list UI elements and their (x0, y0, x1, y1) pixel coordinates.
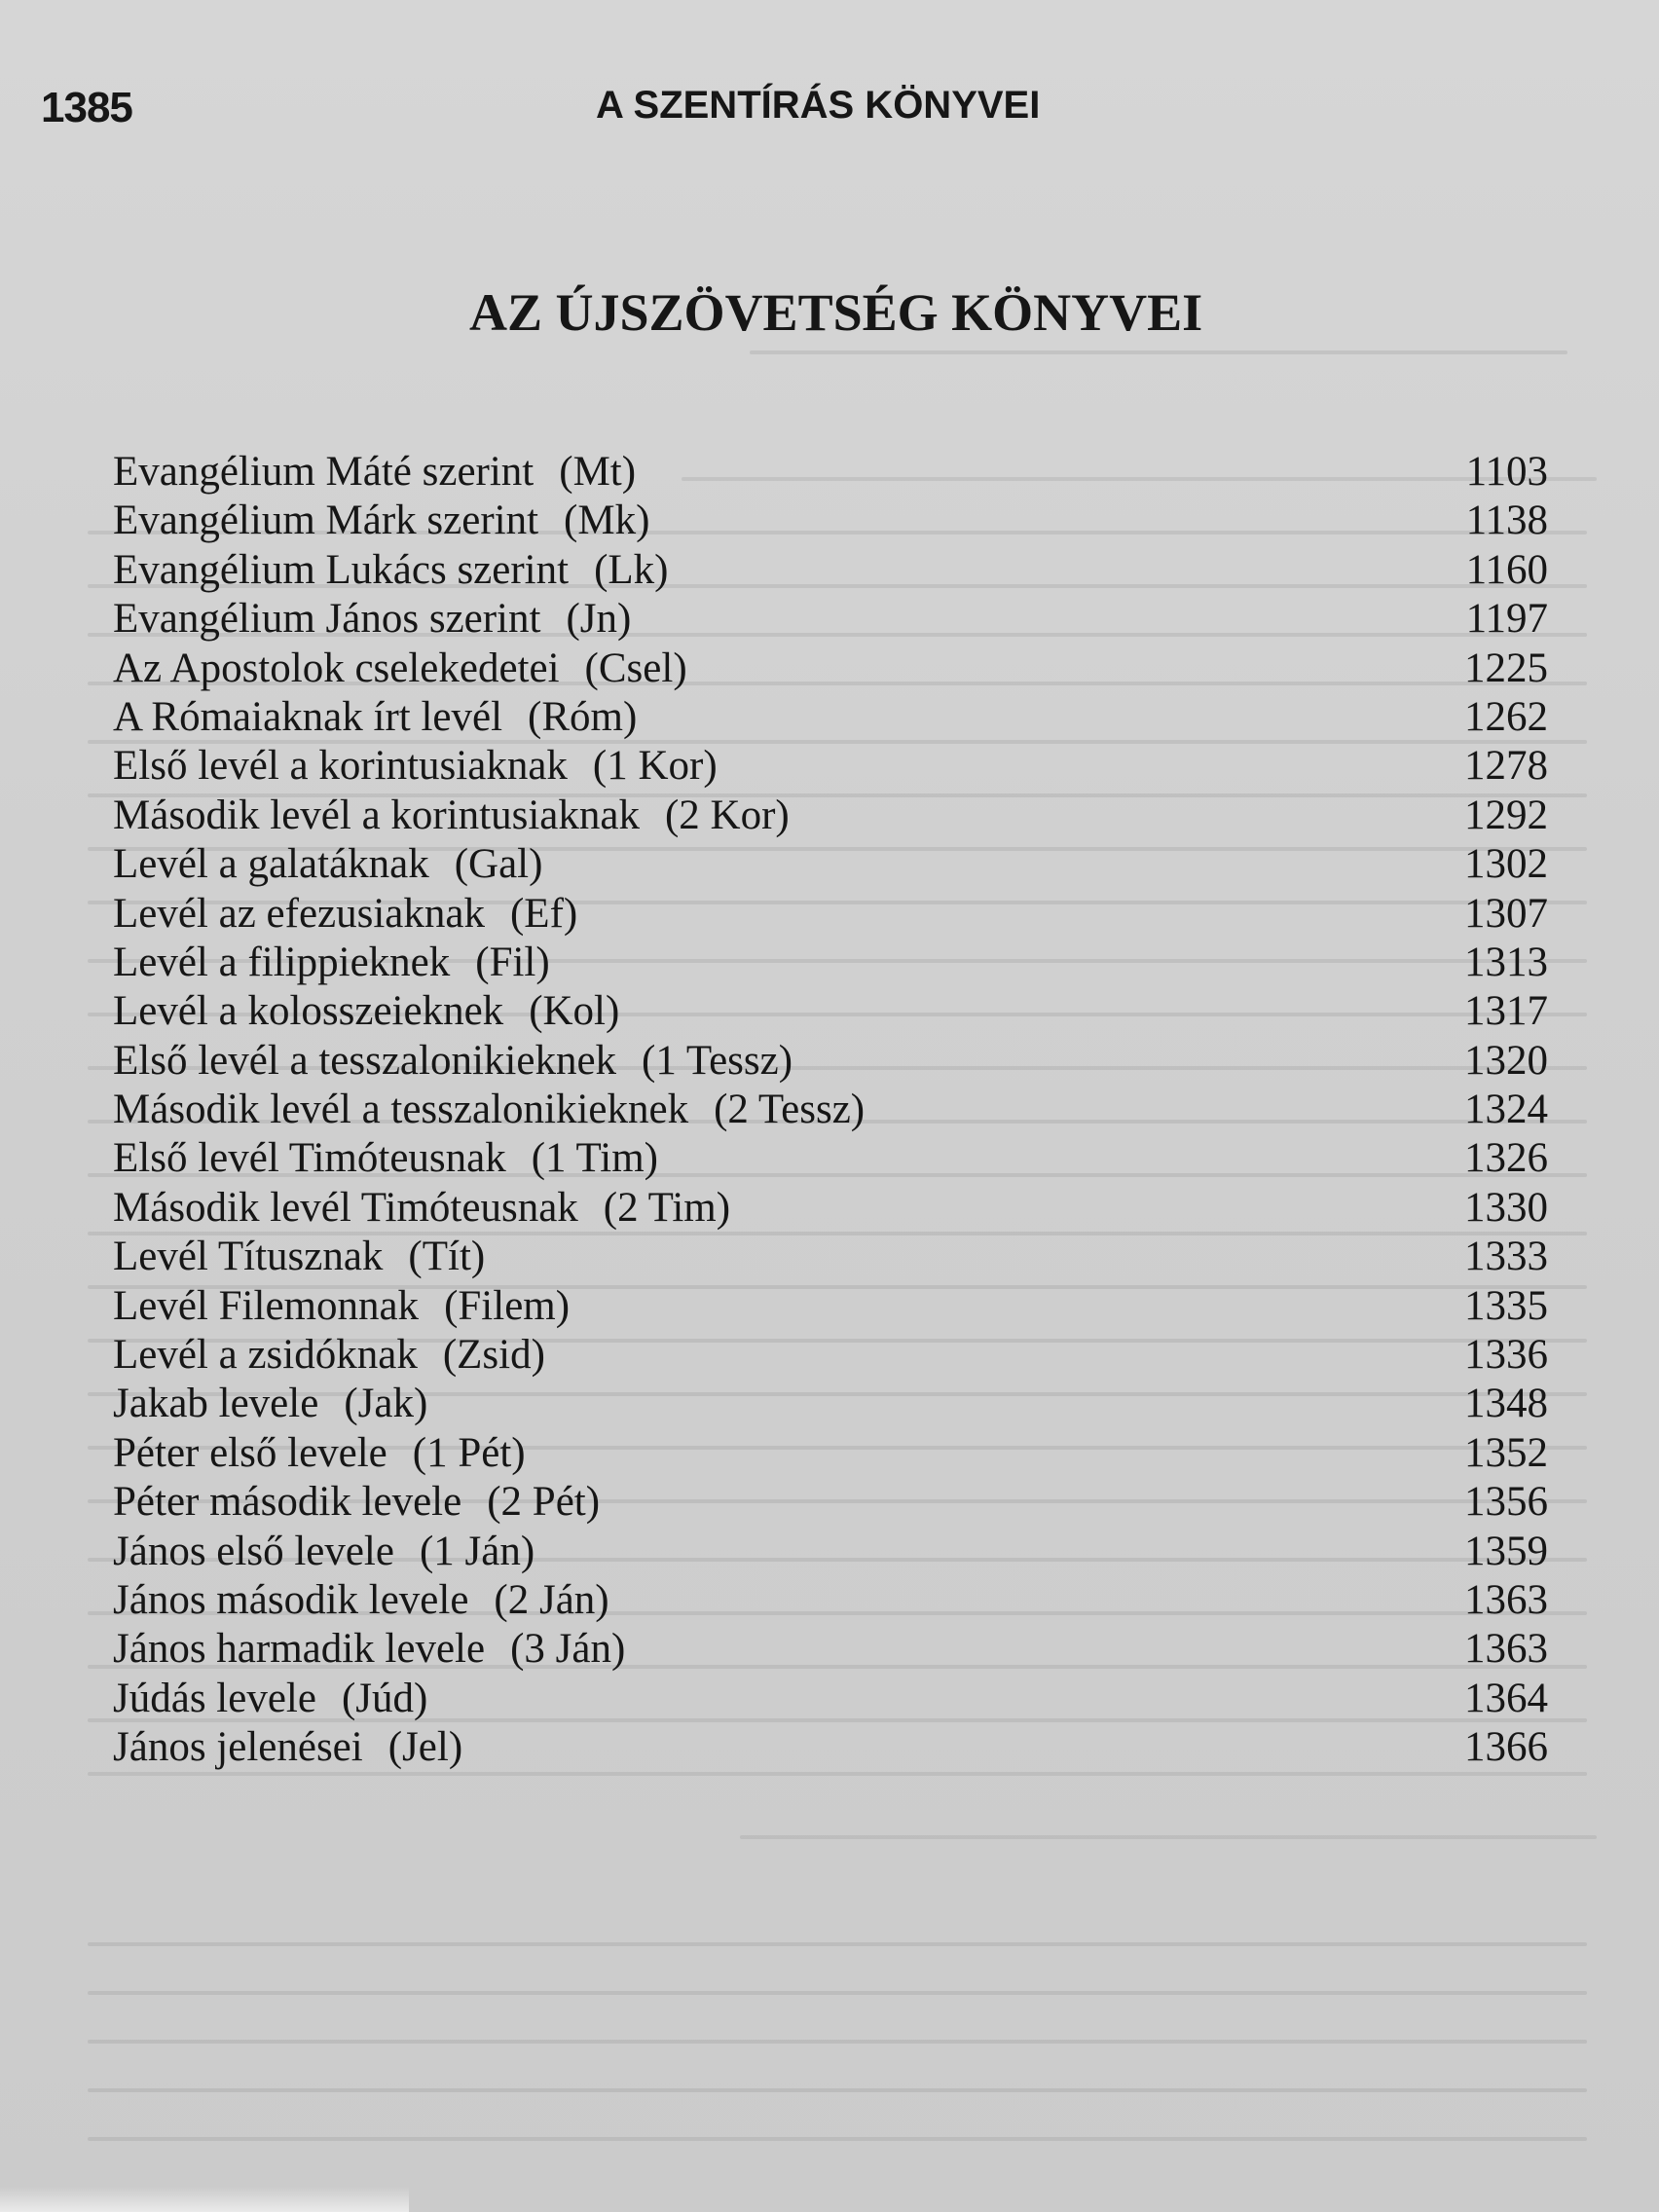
show-through-line (88, 2088, 1587, 2092)
show-through-line (88, 2137, 1587, 2141)
toc-entry (113, 497, 1548, 545)
book-abbreviation: (Mk) (564, 498, 650, 544)
book-abbreviation: (2 Ján) (494, 1576, 609, 1623)
toc-entry (113, 1037, 1548, 1086)
toc-entry-title (113, 1184, 730, 1233)
book-abbreviation: (Filem) (444, 1282, 571, 1329)
toc-entry (113, 840, 1548, 889)
book-abbreviation: (Jak) (344, 1381, 428, 1427)
book-abbreviation: (1 Pét) (412, 1429, 526, 1476)
toc-page-number: 1363 (1464, 1626, 1548, 1673)
book-name: Levél az efezusiaknak (113, 890, 485, 937)
toc-entry-title (113, 1233, 485, 1281)
toc-entry (113, 1233, 1548, 1281)
book-abbreviation: (3 Ján) (510, 1626, 626, 1673)
toc-page-number: 1356 (1464, 1479, 1548, 1526)
toc-page-number: 1363 (1464, 1576, 1548, 1623)
section-title: AZ ÚJSZÖVETSÉG KÖNYVEI (469, 283, 1203, 342)
toc-entry-title (113, 1282, 570, 1331)
book-abbreviation: (Fil) (475, 939, 550, 985)
toc-page-number: 1103 (1465, 449, 1548, 495)
toc-entry-title (113, 742, 718, 791)
book-name: A Rómaiaknak írt levél (113, 693, 503, 740)
toc-entry-title (113, 840, 542, 889)
toc-entry-title (113, 792, 790, 840)
book-abbreviation: (2 Tim) (603, 1184, 731, 1231)
toc-entry (113, 890, 1548, 939)
toc-page-number: 1336 (1464, 1332, 1548, 1379)
book-name: János második levele (113, 1576, 469, 1623)
toc-entry-title (113, 448, 636, 497)
book-name: János első levele (113, 1528, 394, 1574)
toc-entry (113, 1429, 1548, 1478)
book-abbreviation: (1 Kor) (592, 743, 718, 790)
book-abbreviation: (Róm) (528, 693, 638, 740)
book-name: Júdás levele (113, 1675, 316, 1721)
toc-entry (113, 1331, 1548, 1380)
toc-entry (113, 987, 1548, 1036)
book-name: Levél a galatáknak (113, 841, 429, 888)
book-abbreviation: (Zsid) (442, 1332, 545, 1379)
show-through-line (88, 1991, 1587, 1995)
toc-entry-title (113, 1086, 865, 1134)
toc-entry-title (113, 1380, 427, 1428)
book-name: Levél a filippieknek (113, 939, 451, 985)
show-through-line (88, 1772, 1587, 1776)
toc-page-number: 1352 (1464, 1429, 1548, 1476)
book-abbreviation: (Gal) (454, 841, 543, 888)
toc-page-number: 1330 (1464, 1184, 1548, 1231)
toc-page-number: 1307 (1464, 890, 1548, 937)
bottom-edge-strip (0, 2187, 409, 2212)
running-head: A SZENTÍRÁS KÖNYVEI (596, 84, 1041, 127)
toc-entry (113, 1478, 1548, 1527)
toc-page-number: 1333 (1464, 1234, 1548, 1280)
book-name: János harmadik levele (113, 1626, 486, 1673)
toc-entry-title (113, 890, 577, 939)
toc-page-number: 1262 (1464, 693, 1548, 740)
book-abbreviation: (2 Pét) (487, 1479, 601, 1526)
book-abbreviation: (2 Tessz) (714, 1087, 866, 1133)
toc-entry-title (113, 645, 687, 693)
toc-page-number: 1225 (1464, 645, 1548, 691)
toc-entry-title (113, 987, 619, 1036)
toc-entry-title (113, 1134, 658, 1183)
book-abbreviation: (1 Tessz) (642, 1037, 793, 1084)
toc-page-number: 1348 (1464, 1381, 1548, 1427)
toc-page-number: 1326 (1464, 1135, 1548, 1182)
toc-entry-title (113, 497, 649, 545)
toc-entry (113, 1380, 1548, 1428)
toc-page-number: 1364 (1464, 1675, 1548, 1721)
toc-entry (113, 1086, 1548, 1134)
book-abbreviation: (Jel) (387, 1724, 463, 1771)
book-abbreviation: (1 Ján) (419, 1528, 535, 1574)
toc-entry-title (113, 1723, 462, 1772)
book-name: Jakab levele (113, 1381, 319, 1427)
toc-entry (113, 546, 1548, 595)
toc-entry (113, 448, 1548, 497)
book-abbreviation: (Mt) (559, 449, 637, 495)
toc-entry (113, 1134, 1548, 1183)
toc-entry-title (113, 1576, 609, 1625)
book-abbreviation: (Tít) (408, 1234, 486, 1280)
toc-entry (113, 645, 1548, 693)
toc-entry (113, 1282, 1548, 1331)
toc-entry-title (113, 595, 631, 644)
book-name: Evangélium János szerint (113, 596, 541, 643)
toc-page-number: 1335 (1464, 1282, 1548, 1329)
book-abbreviation: (1 Tim) (531, 1135, 658, 1182)
toc-page-number: 1160 (1465, 546, 1548, 593)
toc-page-number: 1302 (1464, 841, 1548, 888)
book-abbreviation: (Csel) (584, 645, 687, 691)
book-name: Levél Filemonnak (113, 1282, 420, 1329)
toc-entry (113, 1528, 1548, 1576)
toc-entry (113, 1184, 1548, 1233)
book-name: János jelenései (113, 1724, 363, 1771)
toc-page-number: 1292 (1464, 792, 1548, 838)
toc-entry (113, 742, 1548, 791)
book-name: Az Apostolok cselekedetei (113, 645, 560, 691)
toc-entry (113, 693, 1548, 742)
toc-entry (113, 1625, 1548, 1674)
toc-entry (113, 1675, 1548, 1723)
toc-page-number: 1317 (1464, 988, 1548, 1035)
toc-page-number: 1366 (1464, 1724, 1548, 1771)
show-through-line (740, 1835, 1597, 1839)
toc-entry-title (113, 546, 668, 595)
book-name: Péter első levele (113, 1429, 387, 1476)
book-abbreviation: (Ef) (509, 890, 578, 937)
book-name: Első levél Timóteusnak (113, 1135, 506, 1182)
book-name: Evangélium Lukács szerint (113, 546, 570, 593)
book-name: Levél Títusznak (113, 1234, 384, 1280)
toc-page-number: 1197 (1465, 596, 1548, 643)
toc-entry-title (113, 1478, 600, 1527)
toc-entry (113, 1576, 1548, 1625)
book-name: Evangélium Máté szerint (113, 449, 535, 495)
book-abbreviation: (Jn) (566, 596, 632, 643)
book-abbreviation: (Kol) (529, 988, 620, 1035)
book-name: Evangélium Márk szerint (113, 498, 539, 544)
book-name: Első levél a tesszalonikieknek (113, 1037, 617, 1084)
toc-page-number: 1313 (1464, 939, 1548, 985)
toc-entry-title (113, 1037, 793, 1086)
toc-entry (113, 1723, 1548, 1772)
book-name: Második levél a korintusiaknak (113, 792, 640, 838)
toc-entry-title (113, 1528, 535, 1576)
book-abbreviation: (Júd) (341, 1675, 428, 1721)
book-name: Péter második levele (113, 1479, 462, 1526)
book-abbreviation: (2 Kor) (664, 792, 790, 838)
toc-page-number: 1278 (1464, 743, 1548, 790)
show-through-line (750, 350, 1567, 354)
toc-page-number: 1320 (1464, 1037, 1548, 1084)
toc-entry (113, 939, 1548, 987)
toc-entry (113, 792, 1548, 840)
book-name: Levél a zsidóknak (113, 1332, 418, 1379)
toc-page-number: 1324 (1464, 1087, 1548, 1133)
toc-entry-title (113, 939, 550, 987)
book-name: Első levél a korintusiaknak (113, 743, 568, 790)
page-number: 1385 (41, 84, 132, 131)
book-name: Második levél Timóteusnak (113, 1184, 578, 1231)
show-through-line (88, 1942, 1587, 1946)
book-name: Levél a kolosszeieknek (113, 988, 504, 1035)
toc-entry-title (113, 1429, 526, 1478)
table-of-contents (113, 448, 1548, 1773)
book-abbreviation: (Lk) (594, 546, 669, 593)
toc-entry-title (113, 1625, 625, 1674)
toc-entry (113, 595, 1548, 644)
toc-page-number: 1138 (1465, 498, 1548, 544)
show-through-line (88, 2040, 1587, 2044)
toc-entry-title (113, 1675, 427, 1723)
toc-entry-title (113, 693, 637, 742)
toc-entry-title (113, 1331, 545, 1380)
toc-page-number: 1359 (1464, 1528, 1548, 1574)
book-name: Második levél a tesszalonikieknek (113, 1087, 689, 1133)
